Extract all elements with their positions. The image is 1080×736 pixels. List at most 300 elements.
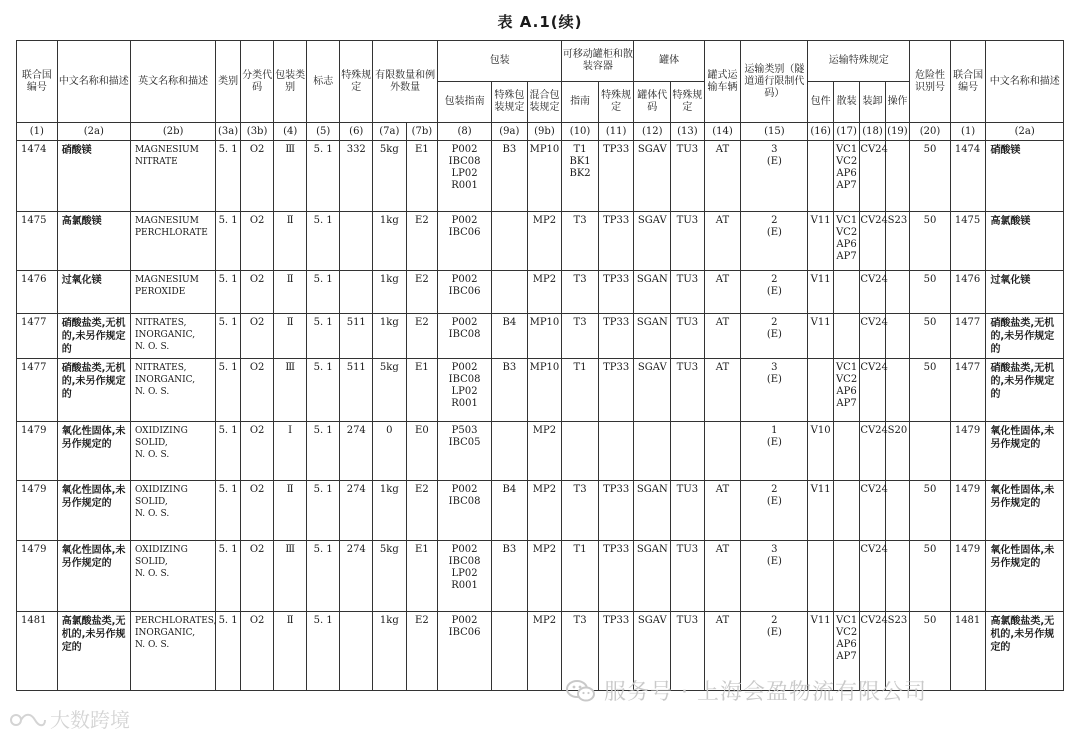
cell-class: 5. 1 <box>216 271 240 314</box>
table-row <box>17 481 1064 541</box>
cell-pt-special: TP33 <box>598 359 634 422</box>
header-bulk: 散装 <box>833 82 859 123</box>
cell-limited-qty: 0 <box>373 422 407 481</box>
cell-class-code: O2 <box>240 271 274 314</box>
cell-special-provisions <box>340 271 373 314</box>
cell-name-cn-repeat: 硝酸盐类,无机的,未另作规定的 <box>986 314 1064 359</box>
dangerous-goods-table <box>16 40 1064 691</box>
table-row <box>17 422 1064 481</box>
cell-pt-special: TP33 <box>598 612 634 691</box>
cell-tank-special: TU3 <box>671 541 705 612</box>
cell-mixed-packing: MP2 <box>527 541 562 612</box>
cell-class-code: O2 <box>240 141 274 212</box>
table-title: 表 A.1(续) <box>497 13 583 31</box>
cell-name-en: MAGNESIUM PEROXIDE <box>130 271 215 314</box>
cell-name-cn: 高氯酸盐类,无机的,未另作规定的 <box>57 612 130 691</box>
cell-excepted-qty: E1 <box>406 359 438 422</box>
cell-class: 5. 1 <box>216 212 240 271</box>
cell-pack-group: Ⅲ <box>274 359 307 422</box>
cell-pack-group: Ⅲ <box>274 541 307 612</box>
cell-pt-instructions: T3 <box>562 314 599 359</box>
header-packaging: 包装 <box>438 41 562 82</box>
header-pack-group: 包装类别 <box>274 41 307 123</box>
cell-pt-instructions: T3 <box>562 481 599 541</box>
column-number: (13) <box>671 123 705 141</box>
header-mixed-packing: 混合包装规定 <box>527 82 562 123</box>
cell-labels: 5. 1 <box>306 141 340 212</box>
cell-pack-special: B3 <box>492 141 528 212</box>
cell-name-cn-repeat: 过氧化镁 <box>986 271 1064 314</box>
cell-mixed-packing: MP10 <box>527 314 562 359</box>
cell-name-en: NITRATES, INORGANIC, N. O. S. <box>130 314 215 359</box>
cell-bulk-provision <box>833 314 859 359</box>
column-number: (2a) <box>57 123 130 141</box>
cell-pack-instructions: P002 IBC08 <box>438 481 492 541</box>
cell-mixed-packing: MP2 <box>527 481 562 541</box>
cell-name-en: OXIDIZING SOLID, N. O. S. <box>130 541 215 612</box>
header-special-transport: 运输特殊规定 <box>808 41 910 82</box>
cell-class-code: O2 <box>240 481 274 541</box>
column-number: (9b) <box>527 123 562 141</box>
cell-pack-group: Ⅱ <box>274 481 307 541</box>
table-row <box>17 141 1064 212</box>
cell-labels: 5. 1 <box>306 314 340 359</box>
cell-tank-special: TU3 <box>671 314 705 359</box>
cell-packages-provision <box>808 141 833 212</box>
cell-name-cn: 氧化性固体,未另作规定的 <box>57 541 130 612</box>
cell-transport-category: 1 (E) <box>741 422 808 481</box>
header-tank: 罐体 <box>634 41 704 82</box>
cell-name-cn-repeat: 氧化性固体,未另作规定的 <box>986 541 1064 612</box>
cell-pack-instructions: P002 IBC08 LP02 R001 <box>438 141 492 212</box>
column-number-row <box>17 123 1064 141</box>
cell-name-en: PERCHLORATES, INORGANIC, N. O. S. <box>130 612 215 691</box>
cell-labels: 5. 1 <box>306 481 340 541</box>
cell-pack-group: Ⅱ <box>274 271 307 314</box>
cell-tank-special <box>671 422 705 481</box>
cell-tank-vehicle: AT <box>704 212 741 271</box>
cell-packages-provision: V11 <box>808 481 833 541</box>
cell-un-no-repeat: 1475 <box>950 212 986 271</box>
cell-excepted-qty: E2 <box>406 314 438 359</box>
cell-class-code: O2 <box>240 314 274 359</box>
cell-pack-special <box>492 422 528 481</box>
cell-loading-provision: CV24 <box>860 212 885 271</box>
cell-hazard-id: 50 <box>910 314 951 359</box>
cell-pt-special: TP33 <box>598 212 634 271</box>
cell-pack-instructions: P002 IBC06 <box>438 271 492 314</box>
column-number: (9a) <box>492 123 528 141</box>
cell-class-code: O2 <box>240 212 274 271</box>
cell-labels: 5. 1 <box>306 541 340 612</box>
cell-pack-special: B4 <box>492 314 528 359</box>
cell-mixed-packing: MP2 <box>527 271 562 314</box>
cell-bulk-provision <box>833 481 859 541</box>
cell-tank-special: TU3 <box>671 212 705 271</box>
header-portable-tanks: 可移动罐柜和散装容器 <box>562 41 634 82</box>
column-number: (16) <box>808 123 833 141</box>
cell-operation-provision <box>885 359 909 422</box>
cell-un-no-repeat: 1477 <box>950 314 986 359</box>
cell-special-provisions: 332 <box>340 141 373 212</box>
cell-operation-provision: S23 <box>885 612 909 691</box>
column-number: (2a) <box>986 123 1064 141</box>
column-number: (11) <box>598 123 634 141</box>
cell-operation-provision: S23 <box>885 212 909 271</box>
cell-transport-category: 2 (E) <box>741 314 808 359</box>
cell-hazard-id: 50 <box>910 541 951 612</box>
cell-tank-code <box>634 422 671 481</box>
cell-excepted-qty: E2 <box>406 612 438 691</box>
cell-un-no-repeat: 1477 <box>950 359 986 422</box>
cell-packages-provision: V10 <box>808 422 833 481</box>
cell-pack-special <box>492 612 528 691</box>
cell-tank-code: SGAN <box>634 271 671 314</box>
cell-hazard-id <box>910 422 951 481</box>
cell-packages-provision <box>808 359 833 422</box>
cell-limited-qty: 5kg <box>373 541 407 612</box>
cell-class-code: O2 <box>240 359 274 422</box>
cell-mixed-packing: MP10 <box>527 141 562 212</box>
cell-transport-category: 3 (E) <box>741 541 808 612</box>
cell-pt-instructions: T1 BK1 BK2 <box>562 141 599 212</box>
cell-limited-qty: 1kg <box>373 612 407 691</box>
cell-special-provisions: 511 <box>340 314 373 359</box>
column-number: (1) <box>17 123 58 141</box>
cell-tank-special: TU3 <box>671 359 705 422</box>
cell-tank-vehicle: AT <box>704 359 741 422</box>
cell-un-no: 1479 <box>17 481 58 541</box>
cell-transport-category: 2 (E) <box>741 271 808 314</box>
cell-un-no: 1481 <box>17 612 58 691</box>
cell-class: 5. 1 <box>216 612 240 691</box>
cell-labels: 5. 1 <box>306 612 340 691</box>
cell-labels: 5. 1 <box>306 422 340 481</box>
cell-tank-code: SGAN <box>634 314 671 359</box>
cell-pt-instructions: T1 <box>562 359 599 422</box>
cell-bulk-provision: VC1 VC2 AP6 AP7 <box>833 612 859 691</box>
cell-class-code: O2 <box>240 422 274 481</box>
cell-operation-provision <box>885 271 909 314</box>
cell-loading-provision: CV24 <box>860 359 885 422</box>
column-number: (12) <box>634 123 671 141</box>
cell-tank-code: SGAN <box>634 541 671 612</box>
cell-tank-vehicle: AT <box>704 541 741 612</box>
cell-pack-instructions: P002 IBC08 <box>438 314 492 359</box>
cell-un-no: 1476 <box>17 271 58 314</box>
cell-mixed-packing: MP2 <box>527 422 562 481</box>
table-row <box>17 314 1064 359</box>
cell-packages-provision: V11 <box>808 212 833 271</box>
cell-name-cn: 过氧化镁 <box>57 271 130 314</box>
header-labels: 标志 <box>306 41 340 123</box>
cell-special-provisions: 274 <box>340 481 373 541</box>
cell-class-code: O2 <box>240 612 274 691</box>
cell-pack-special: B3 <box>492 541 528 612</box>
cell-name-cn-repeat: 硝酸镁 <box>986 141 1064 212</box>
cell-transport-category: 3 (E) <box>741 359 808 422</box>
cell-class: 5. 1 <box>216 481 240 541</box>
cell-un-no-repeat: 1476 <box>950 271 986 314</box>
table-row <box>17 212 1064 271</box>
header-pt-instructions: 指南 <box>562 82 599 123</box>
cell-transport-category: 2 (E) <box>741 481 808 541</box>
cell-hazard-id: 50 <box>910 271 951 314</box>
header-un-no-repeat: 联合国编号 <box>950 41 986 123</box>
column-number: (7b) <box>406 123 438 141</box>
cell-mixed-packing: MP2 <box>527 612 562 691</box>
column-number: (4) <box>274 123 307 141</box>
cell-pack-instructions: P002 IBC08 LP02 R001 <box>438 541 492 612</box>
brand-logo-icon <box>8 710 46 730</box>
cell-mixed-packing: MP10 <box>527 359 562 422</box>
cell-pack-instructions: P503 IBC05 <box>438 422 492 481</box>
header-tank-special: 特殊规定 <box>671 82 705 123</box>
cell-loading-provision: CV24 <box>860 314 885 359</box>
table-row <box>17 359 1064 422</box>
cell-pack-special: B4 <box>492 481 528 541</box>
cell-special-provisions: 274 <box>340 422 373 481</box>
cell-loading-provision: CV24 <box>860 141 885 212</box>
cell-name-cn-repeat: 高氯酸镁 <box>986 212 1064 271</box>
cell-pt-instructions: T3 <box>562 612 599 691</box>
cell-pack-group: Ⅱ <box>274 612 307 691</box>
table-row <box>17 541 1064 612</box>
cell-pack-instructions: P002 IBC08 LP02 R001 <box>438 359 492 422</box>
cell-special-provisions: 274 <box>340 541 373 612</box>
header-un-no: 联合国编号 <box>17 41 58 123</box>
header-name-cn-repeat: 中文名称和描述 <box>986 41 1064 123</box>
cell-tank-code: SGAV <box>634 212 671 271</box>
cell-packages-provision: V11 <box>808 314 833 359</box>
column-number: (10) <box>562 123 599 141</box>
cell-hazard-id: 50 <box>910 359 951 422</box>
cell-tank-vehicle: AT <box>704 481 741 541</box>
cell-operation-provision: S20 <box>885 422 909 481</box>
cell-tank-code: SGAN <box>634 481 671 541</box>
cell-excepted-qty: E1 <box>406 141 438 212</box>
cell-hazard-id: 50 <box>910 141 951 212</box>
header-hazard-id: 危险性识别号 <box>910 41 951 123</box>
cell-bulk-provision: VC1 VC2 AP6 AP7 <box>833 359 859 422</box>
cell-loading-provision: CV24 <box>860 541 885 612</box>
cell-tank-vehicle: AT <box>704 271 741 314</box>
cell-name-en: OXIDIZING SOLID, N. O. S. <box>130 422 215 481</box>
cell-un-no: 1479 <box>17 541 58 612</box>
cell-pack-group: Ⅲ <box>274 141 307 212</box>
cell-operation-provision <box>885 481 909 541</box>
table-row <box>17 271 1064 314</box>
cell-transport-category: 3 (E) <box>741 141 808 212</box>
cell-bulk-provision: VC1 VC2 AP6 AP7 <box>833 141 859 212</box>
wechat-watermark <box>566 675 927 706</box>
wechat-watermark-text: 服务号 · 上海会盈物流有限公司 <box>604 680 927 705</box>
header-name-en: 英文名称和描述 <box>130 41 215 123</box>
cell-tank-special: TU3 <box>671 141 705 212</box>
cell-pack-instructions: P002 IBC06 <box>438 612 492 691</box>
cell-mixed-packing: MP2 <box>527 212 562 271</box>
cell-un-no-repeat: 1481 <box>950 612 986 691</box>
column-number: (3a) <box>216 123 240 141</box>
column-number: (6) <box>340 123 373 141</box>
header-name-cn: 中文名称和描述 <box>57 41 130 123</box>
header-class: 类别 <box>216 41 240 123</box>
cell-pack-special <box>492 212 528 271</box>
cell-limited-qty: 1kg <box>373 314 407 359</box>
cell-operation-provision <box>885 541 909 612</box>
cell-transport-category: 2 (E) <box>741 212 808 271</box>
cell-pt-instructions: T3 <box>562 271 599 314</box>
cell-class: 5. 1 <box>216 141 240 212</box>
cell-name-cn: 氧化性固体,未另作规定的 <box>57 422 130 481</box>
cell-pt-special: TP33 <box>598 271 634 314</box>
cell-name-en: OXIDIZING SOLID, N. O. S. <box>130 481 215 541</box>
cell-transport-category: 2 (E) <box>741 612 808 691</box>
header-transport-category: 运输类别（隧道通行限制代码） <box>741 41 808 123</box>
cell-pack-special: B3 <box>492 359 528 422</box>
cell-un-no: 1474 <box>17 141 58 212</box>
table-body <box>17 141 1064 691</box>
cell-name-en: MAGNESIUM PERCHLORATE <box>130 212 215 271</box>
column-number: (8) <box>438 123 492 141</box>
cell-packages-provision <box>808 541 833 612</box>
cell-pt-special: TP33 <box>598 314 634 359</box>
header-operation: 操作 <box>885 82 909 123</box>
brand-watermark <box>8 704 130 733</box>
cell-bulk-provision: VC1 VC2 AP6 AP7 <box>833 212 859 271</box>
cell-pt-special: TP33 <box>598 141 634 212</box>
cell-excepted-qty: E1 <box>406 541 438 612</box>
cell-un-no-repeat: 1479 <box>950 541 986 612</box>
header-tank-code: 罐体代码 <box>634 82 671 123</box>
cell-hazard-id: 50 <box>910 212 951 271</box>
cell-name-cn-repeat: 氧化性固体,未另作规定的 <box>986 422 1064 481</box>
table-header <box>17 41 1064 141</box>
cell-limited-qty: 1kg <box>373 271 407 314</box>
cell-name-en: MAGNESIUM NITRATE <box>130 141 215 212</box>
column-number: (3b) <box>240 123 274 141</box>
header-tank-vehicle: 罐式运输车辆 <box>704 41 741 123</box>
cell-un-no: 1477 <box>17 359 58 422</box>
cell-tank-special: TU3 <box>671 612 705 691</box>
cell-pack-special <box>492 271 528 314</box>
cell-pt-special: TP33 <box>598 541 634 612</box>
cell-pack-group: I <box>274 422 307 481</box>
cell-name-cn-repeat: 高氯酸盐类,无机的,未另作规定的 <box>986 612 1064 691</box>
cell-loading-provision: CV24 <box>860 271 885 314</box>
cell-loading-provision: CV24 <box>860 422 885 481</box>
column-number: (2b) <box>130 123 215 141</box>
cell-tank-vehicle: AT <box>704 141 741 212</box>
column-number: (7a) <box>373 123 407 141</box>
cell-un-no: 1475 <box>17 212 58 271</box>
cell-special-provisions <box>340 212 373 271</box>
cell-labels: 5. 1 <box>306 271 340 314</box>
cell-name-cn-repeat: 氧化性固体,未另作规定的 <box>986 481 1064 541</box>
column-number: (5) <box>306 123 340 141</box>
header-pack-special: 特殊包装规定 <box>492 82 528 123</box>
cell-pt-instructions: T1 <box>562 541 599 612</box>
cell-tank-vehicle: AT <box>704 612 741 691</box>
cell-packages-provision: V11 <box>808 271 833 314</box>
cell-name-cn: 硝酸镁 <box>57 141 130 212</box>
cell-name-cn: 高氯酸镁 <box>57 212 130 271</box>
cell-tank-special: TU3 <box>671 481 705 541</box>
cell-tank-vehicle: AT <box>704 314 741 359</box>
column-number: (20) <box>910 123 951 141</box>
cell-un-no-repeat: 1479 <box>950 481 986 541</box>
cell-class: 5. 1 <box>216 541 240 612</box>
column-number: (1) <box>950 123 986 141</box>
cell-tank-vehicle <box>704 422 741 481</box>
wechat-icon <box>566 680 596 702</box>
cell-name-cn-repeat: 硝酸盐类,无机的,未另作规定的 <box>986 359 1064 422</box>
header-special-provisions: 特殊规定 <box>340 41 373 123</box>
column-number: (18) <box>860 123 885 141</box>
cell-class: 5. 1 <box>216 422 240 481</box>
header-pack-instructions: 包装指南 <box>438 82 492 123</box>
cell-special-provisions: 511 <box>340 359 373 422</box>
cell-special-provisions <box>340 612 373 691</box>
cell-tank-code: SGAV <box>634 359 671 422</box>
column-number: (14) <box>704 123 741 141</box>
cell-name-en: NITRATES, INORGANIC, N. O. S. <box>130 359 215 422</box>
cell-loading-provision: CV24 <box>860 612 885 691</box>
cell-hazard-id: 50 <box>910 612 951 691</box>
cell-loading-provision: CV24 <box>860 481 885 541</box>
cell-pt-special: TP33 <box>598 481 634 541</box>
cell-excepted-qty: E2 <box>406 212 438 271</box>
header-class-code: 分类代码 <box>240 41 274 123</box>
cell-limited-qty: 1kg <box>373 481 407 541</box>
cell-labels: 5. 1 <box>306 212 340 271</box>
cell-operation-provision <box>885 314 909 359</box>
header-packages: 包件 <box>808 82 833 123</box>
brand-watermark-text: 大数跨境 <box>50 708 130 732</box>
cell-operation-provision <box>885 141 909 212</box>
cell-bulk-provision <box>833 541 859 612</box>
cell-un-no-repeat: 1474 <box>950 141 986 212</box>
column-number: (17) <box>833 123 859 141</box>
cell-tank-special: TU3 <box>671 271 705 314</box>
cell-hazard-id: 50 <box>910 481 951 541</box>
cell-class-code: O2 <box>240 541 274 612</box>
cell-un-no: 1479 <box>17 422 58 481</box>
cell-pack-group: Ⅱ <box>274 212 307 271</box>
cell-limited-qty: 5kg <box>373 359 407 422</box>
cell-tank-code: SGAV <box>634 141 671 212</box>
cell-pt-instructions: T3 <box>562 212 599 271</box>
cell-packages-provision: V11 <box>808 612 833 691</box>
cell-bulk-provision <box>833 422 859 481</box>
column-number: (19) <box>885 123 909 141</box>
cell-pt-special <box>598 422 634 481</box>
cell-limited-qty: 5kg <box>373 141 407 212</box>
cell-pt-instructions <box>562 422 599 481</box>
column-number: (15) <box>741 123 808 141</box>
cell-class: 5. 1 <box>216 359 240 422</box>
header-loading: 装卸 <box>860 82 885 123</box>
cell-bulk-provision <box>833 271 859 314</box>
cell-excepted-qty: E2 <box>406 271 438 314</box>
cell-un-no: 1477 <box>17 314 58 359</box>
cell-pack-group: Ⅱ <box>274 314 307 359</box>
cell-limited-qty: 1kg <box>373 212 407 271</box>
cell-labels: 5. 1 <box>306 359 340 422</box>
cell-class: 5. 1 <box>216 314 240 359</box>
cell-name-cn: 氧化性固体,未另作规定的 <box>57 481 130 541</box>
cell-excepted-qty: E2 <box>406 481 438 541</box>
